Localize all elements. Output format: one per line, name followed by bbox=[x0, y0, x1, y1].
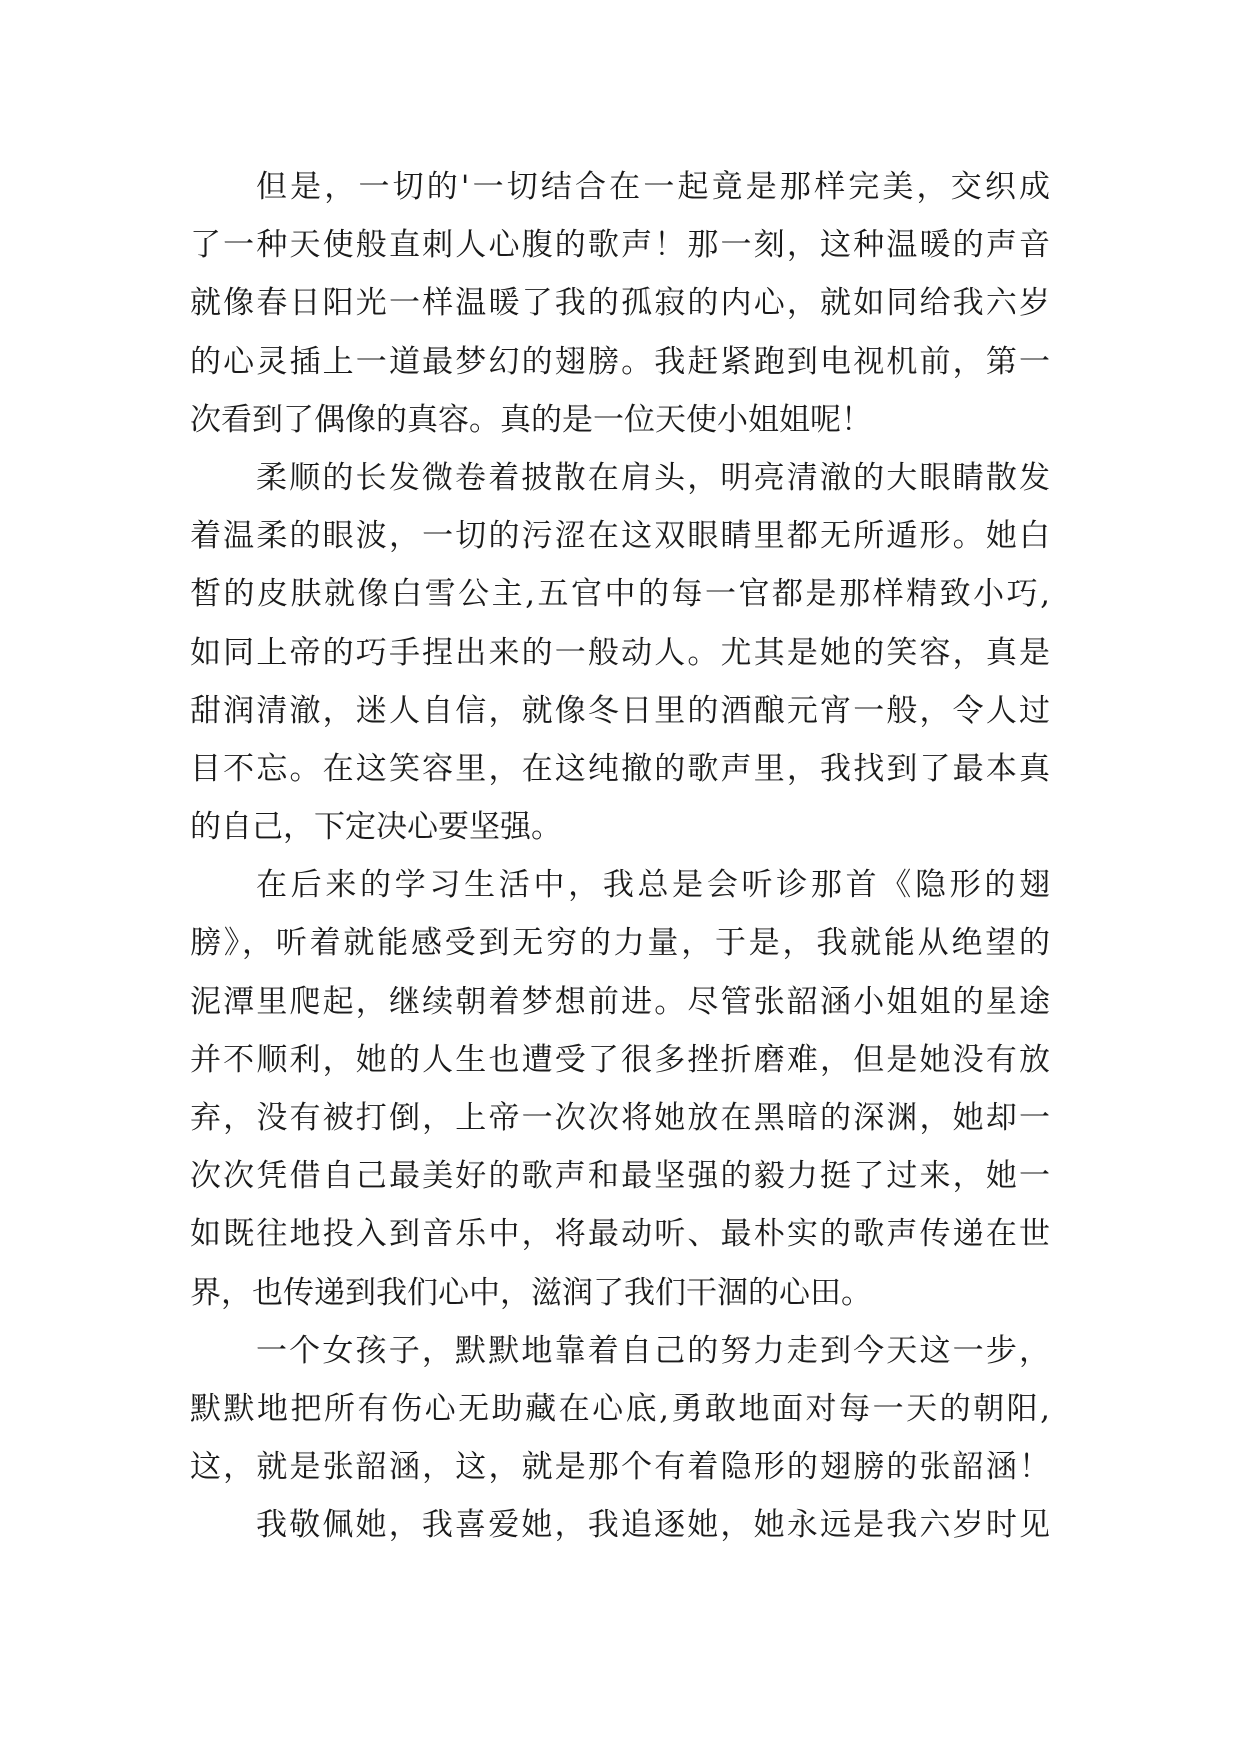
text-line: 了一种天使般直刺人心腹的歌声！那一刻，这种温暖的声音 bbox=[190, 227, 1050, 264]
text-line: 甜润清澈，迷人自信，就像冬日里的酒酿元宵一般，令人过 bbox=[190, 692, 1050, 729]
text-line: 这，就是张韶涵，这，就是那个有着隐形的翅膀的张韶涵！ bbox=[190, 1449, 1050, 1486]
text-line: 次看到了偶像的真容。真的是一位天使小姐姐呢！ bbox=[190, 401, 872, 438]
text-line: 泥潭里爬起，继续朝着梦想前进。尽管张韶涵小姐姐的星途 bbox=[190, 983, 1050, 1020]
text-line: 如同上帝的巧手捏出来的一般动人。尤其是她的笑容，真是 bbox=[190, 634, 1050, 671]
text-line: 如既往地投入到音乐中，将最动听、最朴实的歌声传递在世 bbox=[190, 1216, 1050, 1253]
text-line: 次次凭借自己最美好的歌声和最坚强的毅力挺了过来，她一 bbox=[190, 1158, 1050, 1195]
text-line: 在后来的学习生活中，我总是会听诊那首《隐形的翅 bbox=[256, 867, 1050, 904]
paragraph bbox=[190, 1322, 1050, 1497]
paragraph bbox=[190, 449, 1050, 856]
text-line: 默默地把所有伤心无助藏在心底,勇敢地面对每一天的朝阳, bbox=[190, 1390, 1050, 1427]
text-line: 我敬佩她，我喜爱她，我追逐她，她永远是我六岁时见 bbox=[256, 1507, 1050, 1544]
text-line: 一个女孩子，默默地靠着自己的努力走到今天这一步， bbox=[256, 1332, 1050, 1369]
text-line: 柔顺的长发微卷着披散在肩头，明亮清澈的大眼睛散发 bbox=[256, 459, 1050, 496]
text-line: 的自己，下定决心要坚强。 bbox=[190, 809, 562, 846]
paragraph bbox=[190, 1496, 1050, 1554]
text-line: 就像春日阳光一样温暖了我的孤寂的内心，就如同给我六岁 bbox=[190, 285, 1050, 322]
text-line: 但是，一切的'一切结合在一起竟是那样完美，交织成 bbox=[256, 169, 1050, 205]
paragraph bbox=[190, 158, 1050, 449]
document-body bbox=[190, 158, 1050, 1555]
text-line: 弃，没有被打倒，上帝一次次将她放在黑暗的深渊，她却一 bbox=[190, 1100, 1050, 1136]
text-line: 的心灵插上一道最梦幻的翅膀。我赶紧跑到电视机前，第一 bbox=[190, 343, 1050, 380]
text-line: 目不忘。在这笑容里，在这纯撤的歌声里，我找到了最本真 bbox=[190, 750, 1050, 787]
text-line: 皙的皮肤就像白雪公主,五官中的每一官都是那样精致小巧, bbox=[190, 576, 1050, 613]
text-line: 并不顺利，她的人生也遭受了很多挫折磨难，但是她没有放 bbox=[190, 1041, 1050, 1078]
text-line: 着温柔的眼波，一切的污涩在这双眼睛里都无所遁形。她白 bbox=[190, 518, 1050, 555]
text-line: 界，也传递到我们心中，滋润了我们干涸的心田。 bbox=[190, 1274, 872, 1311]
text-line: 膀》，听着就能感受到无穷的力量，于是，我就能从绝望的 bbox=[190, 925, 1050, 962]
paragraph bbox=[190, 856, 1050, 1322]
